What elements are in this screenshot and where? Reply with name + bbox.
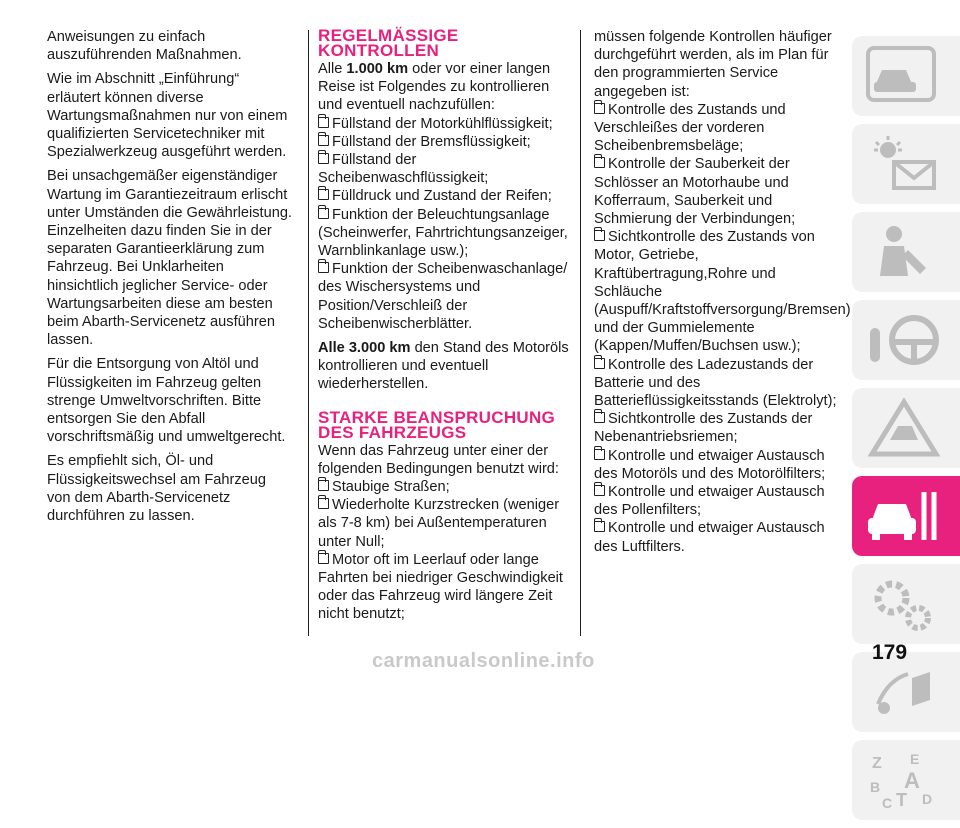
bullet-icon bbox=[594, 412, 605, 423]
list-item: Kontrolle des Ladezustands der Batterie und des Batterieflüssigkeitsstands (Elektrolyt); bbox=[594, 356, 837, 410]
watermark: carmanualsonline.info bbox=[372, 650, 595, 672]
paragraph: müssen folgende Kontrollen häufiger durchgeführt werden, als im Plan für den programmierten Service angegeben ist: bbox=[594, 29, 832, 100]
list-item: Kontrolle und etwaiger Austausch des Pollenfilters; bbox=[594, 484, 825, 519]
tab-driving[interactable] bbox=[852, 300, 960, 380]
bullet-icon bbox=[594, 449, 605, 460]
svg-text:E: E bbox=[910, 751, 920, 767]
list-item: Funktion der Beleuchtungsanlage (Scheinwerfer, Fahrtrichtungsanzeiger, Warnblinkanlage usw.); bbox=[318, 206, 568, 260]
bullet-icon bbox=[318, 498, 329, 509]
paragraph: Alle 3.000 km den Stand des Motoröls kontrollieren und eventuell wiederherstellen. bbox=[318, 340, 569, 393]
list-item: Füllstand der Motorkühlflüssigkeit; bbox=[318, 115, 570, 133]
paragraph: Für die Entsorgung von Altöl und Flüssigkeiten im Fahrzeug gelten strenge Umweltvorschriften. Bitte entsorgen Sie den Abfall vorschriftsmäßig und umweltgerecht. bbox=[47, 356, 286, 446]
tab-technical-data[interactable] bbox=[852, 564, 960, 644]
control-list bbox=[594, 101, 851, 556]
tab-index[interactable] bbox=[852, 740, 960, 820]
paragraph: Anweisungen zu einfach auszuführenden Maßnahmen. bbox=[47, 29, 242, 64]
svg-text:B: B bbox=[870, 779, 881, 795]
condition-list bbox=[318, 478, 570, 624]
chapter-tabs bbox=[852, 36, 960, 828]
svg-text:Z: Z bbox=[872, 755, 882, 772]
bullet-icon bbox=[594, 485, 605, 496]
steering-wheel-icon bbox=[864, 308, 944, 372]
list-item: Kontrolle des Zustands und Verschleißes der vorderen Scheibenbremsbeläge; bbox=[594, 101, 786, 155]
tab-warning-lights[interactable] bbox=[852, 124, 960, 204]
bullet-icon bbox=[318, 262, 329, 273]
column-1 bbox=[47, 28, 292, 531]
car-maintenance-icon bbox=[864, 484, 944, 548]
bullet-icon bbox=[318, 153, 329, 164]
bullet-icon bbox=[318, 135, 329, 146]
column-3 bbox=[594, 28, 851, 556]
list-item: Kontrolle der Sauberkeit der Schlösser an Motorhaube und Kofferraum, Sauberkeit und Schmierung der Verbindungen; bbox=[594, 156, 796, 228]
list-item: Motor oft im Leerlauf oder lange Fahrten bei niedriger Geschwindigkeit oder das Fahrzeug wird längere Zeit nicht benutzt; bbox=[318, 551, 563, 623]
page-number: 179 bbox=[872, 641, 908, 664]
list-item: Sichtkontrolle des Zustands der Nebenantriebsriemen; bbox=[594, 411, 813, 446]
svg-text:D: D bbox=[922, 791, 933, 807]
svg-text:A: A bbox=[904, 768, 920, 793]
column-divider bbox=[308, 30, 309, 636]
warning-lights-icon bbox=[864, 132, 944, 196]
paragraph: Es empfiehlt sich, Öl- und Flüssigkeitswechsel am Fahrzeug von dem Abarth-Servicenetz durchführen zu lassen. bbox=[47, 453, 266, 525]
list-item: Füllstand der Bremsflüssigkeit; bbox=[318, 133, 570, 151]
multimedia-icon bbox=[864, 660, 944, 724]
bullet-icon bbox=[594, 157, 605, 168]
bullet-icon bbox=[318, 117, 329, 128]
svg-text:T: T bbox=[896, 790, 907, 810]
bullet-icon bbox=[318, 208, 329, 219]
car-info-icon bbox=[864, 44, 944, 108]
tab-safety[interactable] bbox=[852, 212, 960, 292]
technical-data-icon bbox=[864, 572, 944, 636]
bullet-icon bbox=[318, 480, 329, 491]
list-item: Füllstand der Scheibenwaschflüssigkeit; bbox=[318, 152, 489, 187]
bullet-icon bbox=[594, 521, 605, 532]
safety-icon bbox=[864, 220, 944, 284]
tab-car-info[interactable] bbox=[852, 36, 960, 116]
section-heading-heavy-use: STARKE BEANSPRUCHUNG DES FAHRZEUGS bbox=[318, 407, 556, 442]
index-icon bbox=[864, 748, 944, 812]
paragraph: Bei unsachgemäßer eigenständiger Wartung im Garantiezeitraum erlischt unter Umständen die Gewährleistung. Einzelheiten dazu finden Sie in der separaten Garantieerklärung zum Fahrzeug. Bei Unklarheiten hinsichtlich jeglicher Service- oder Wartungsarbeiten diese am besten beim Abarth-Servicenetz ausführen lassen. bbox=[47, 168, 292, 349]
bullet-icon bbox=[594, 230, 605, 241]
column-2 bbox=[318, 28, 570, 624]
section-heading-regular-checks: REGELMÄSSIGE KONTROLLEN bbox=[318, 26, 459, 60]
check-list bbox=[318, 115, 570, 333]
bullet-icon bbox=[594, 358, 605, 369]
tab-maintenance[interactable] bbox=[852, 476, 960, 556]
paragraph: Alle 1.000 km oder vor einer langen Reise ist Folgendes zu kontrollieren und eventuell nachzufüllen: bbox=[318, 61, 551, 114]
paragraph: Wie im Abschnitt „Einführung“ erläutert können diverse Wartungsmaßnahmen nur von einem qualifizierten Servicetechniker mit Spezialwerkzeug ausgeführt werden. bbox=[47, 71, 288, 161]
bullet-icon bbox=[318, 189, 329, 200]
svg-text:C: C bbox=[882, 795, 893, 811]
paragraph: Wenn das Fahrzeug unter einer der folgenden Bedingungen benutzt wird: bbox=[318, 442, 559, 477]
column-divider bbox=[580, 30, 581, 636]
bullet-icon bbox=[318, 553, 329, 564]
list-item: Fülldruck und Zustand der Reifen; bbox=[318, 187, 570, 205]
bullet-icon bbox=[594, 103, 605, 114]
list-item: Sichtkontrolle des Zustands von Motor, Getriebe, Kraftübertragung,Rohre und Schläuche (Auspuff/Kraftstoffversorgung/Bremsen) und der Gummielemente (Kappen/Muffen/Buchsen usw.); bbox=[594, 229, 851, 355]
list-item: Funktion der Scheibenwaschanlage/ des Wischersystems und Position/Verschleiß der Scheibenwischerblätter. bbox=[318, 261, 568, 332]
list-item: Kontrolle und etwaiger Austausch des Motoröls und des Motorölfilters; bbox=[594, 447, 826, 482]
emergency-icon bbox=[864, 396, 944, 460]
list-item: Kontrolle und etwaiger Austausch des Luftfilters. bbox=[594, 520, 825, 555]
tab-emergency[interactable] bbox=[852, 388, 960, 468]
list-item: Wiederholte Kurzstrecken (weniger als 7-8 km) bei Außentemperaturen unter Null; bbox=[318, 497, 560, 550]
list-item: Staubige Straßen; bbox=[318, 478, 570, 496]
